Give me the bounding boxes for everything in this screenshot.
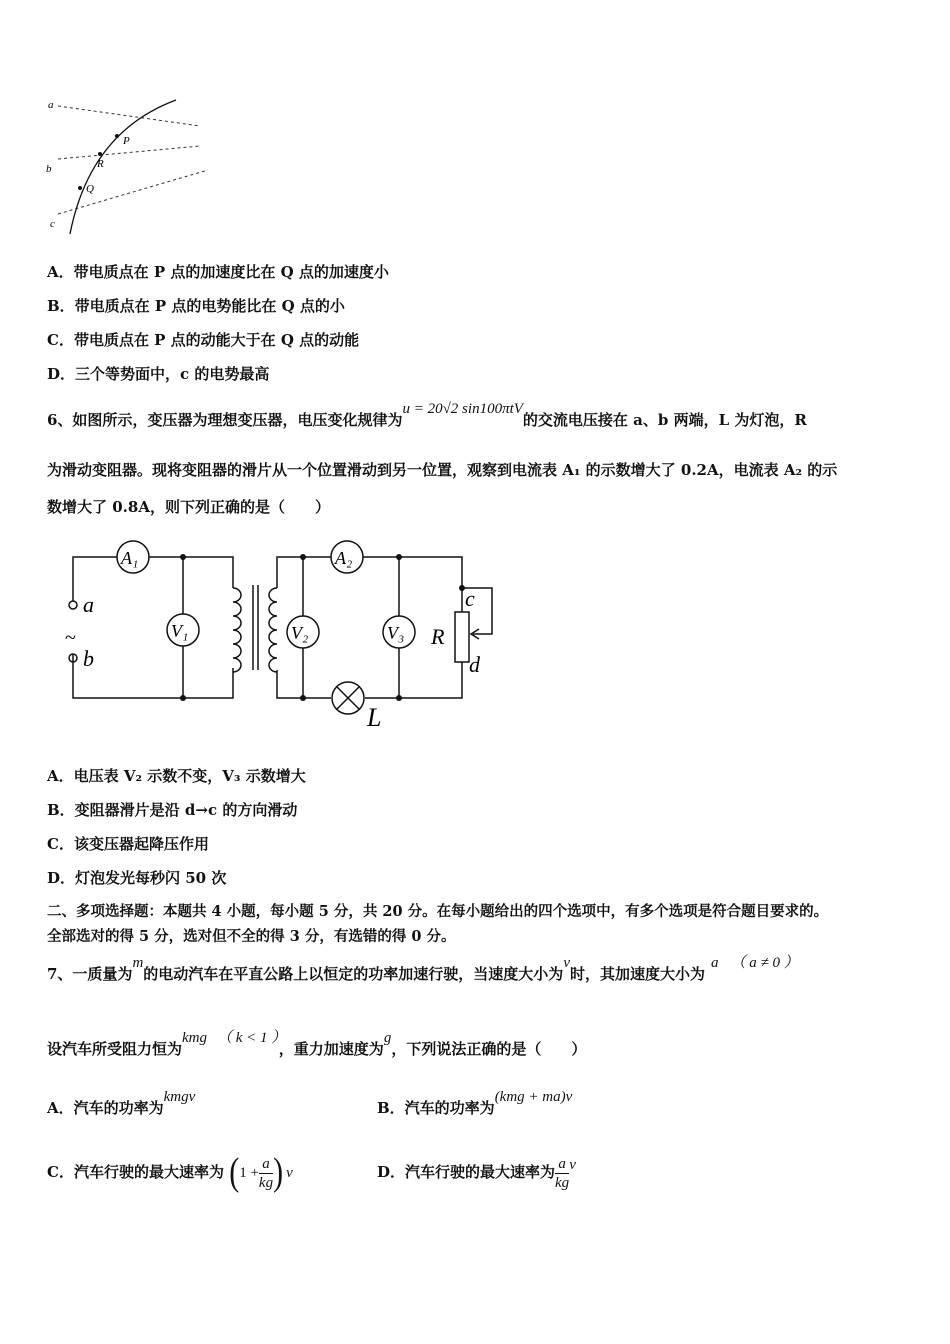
equipotential-line-a — [58, 106, 200, 126]
circuit-diagram — [55, 540, 505, 740]
q7-option-c-one: 1 + — [239, 1165, 259, 1181]
q7-stem-line1 — [47, 955, 799, 985]
point-Q — [78, 186, 82, 190]
terminal-a — [69, 601, 77, 609]
junction-3 — [300, 554, 306, 560]
q5-option-b: B．带电质点在 P 点的电势能比在 Q 点的小 — [47, 297, 345, 315]
secondary-bottom-wire-2 — [365, 662, 462, 698]
q7-a: a — [711, 955, 719, 971]
q5-option-a: A．带电质点在 P 点的加速度比在 Q 点的加速度小 — [47, 263, 389, 281]
q6-option-a: A．电压表 V₂ 示数不变，V₃ 示数增大 — [47, 767, 306, 785]
q6-stem-post: 的交流电压接在 a、b 两端，L 为灯泡，R — [522, 411, 807, 429]
junction-5 — [396, 554, 402, 560]
label-c: c — [50, 218, 55, 230]
junction-2 — [180, 695, 186, 701]
q7-option-a-text: A．汽车的功率为 — [47, 1099, 164, 1117]
q7-stem-line2 — [47, 1030, 587, 1060]
label-V3: V₃ — [387, 623, 405, 643]
q7-m: m — [132, 955, 144, 971]
q5-option-c: C．带电质点在 P 点的动能大于在 Q 点的动能 — [47, 331, 360, 349]
label-Q: Q — [86, 183, 94, 195]
q7-g: g — [383, 1030, 392, 1046]
q7-t3: 时，其加速度大小为 — [569, 965, 705, 983]
secondary-top-wire-2 — [363, 557, 462, 612]
label-P: P — [123, 135, 130, 147]
q7-option-d-v: v — [569, 1157, 576, 1173]
q7-option-d-text: D．汽车行驶的最大速率为 — [377, 1163, 556, 1181]
q7-option-b-math: (kmg + ma)v — [494, 1089, 573, 1105]
q6-option-d: D．灯泡发光每秒闪 50 次 — [47, 869, 227, 887]
q6-stem-line2: 为滑动变阻器。现将变阻器的滑片从一个位置滑动到另一位置，观察到电流表 A₁ 的示数增大了 0.2A，电流表 A₂ 的示 — [47, 461, 838, 479]
q7-option-c-num: a — [259, 1155, 273, 1174]
q7-option-c-rparen: ) — [273, 1150, 284, 1194]
primary-top-wire-2 — [149, 557, 233, 588]
q7-option-c-lparen: ( — [229, 1150, 240, 1194]
q7-option-c — [47, 1147, 293, 1197]
resistor-body — [455, 612, 469, 662]
q7-option-d-num: a — [555, 1155, 569, 1174]
q6-option-c: C．该变压器起降压作用 — [47, 835, 209, 853]
junction-1 — [180, 554, 186, 560]
label-tilde: ~ — [65, 627, 76, 649]
equipotential-line-b — [58, 146, 200, 159]
section2-line2: 全部选对的得 5 分，选对但不全的得 3 分，有选错的得 0 分。 — [47, 928, 456, 945]
q7-line2-mid: ，重力加速度为 — [278, 1040, 384, 1058]
label-A2: A₂ — [335, 548, 353, 568]
q7-option-c-text: C．汽车行驶的最大速率为 — [47, 1163, 224, 1181]
label-A1: A₁ — [121, 548, 139, 568]
q7-option-d — [377, 1147, 576, 1197]
q7-t1: 7、一质量为 — [47, 965, 133, 983]
q7-v: v — [563, 955, 570, 971]
q7-line2-pre: 设汽车所受阻力恒为 — [47, 1040, 183, 1058]
label-V2: V₂ — [291, 623, 309, 643]
primary-top-wire — [73, 557, 117, 598]
q6-stem-pre: 6、如图所示，变压器为理想变压器，电压变化规律为 — [47, 411, 403, 429]
label-a: a — [48, 99, 54, 111]
label-L: L — [367, 703, 382, 732]
secondary-top-wire — [277, 557, 331, 588]
label-d: d — [469, 652, 480, 677]
junction-4 — [300, 695, 306, 701]
q7-option-d-den: kg — [555, 1174, 570, 1191]
section2-line1: 二、多项选择题：本题共 4 小题，每小题 5 分，共 20 分。在每小题给出的四个选项中，有多个选项是符合题目要求的。 — [47, 903, 829, 920]
q7-option-b — [377, 1089, 573, 1119]
label-c: c — [465, 586, 475, 611]
junction-6 — [396, 695, 402, 701]
q7-cond-a: （ a ≠ 0 ） — [730, 955, 799, 971]
primary-coil — [233, 588, 241, 672]
label-V1: V₁ — [171, 621, 189, 641]
q7-option-d-frac — [555, 1155, 569, 1192]
q7-option-c-frac — [259, 1155, 273, 1192]
q5-option-d: D．三个等势面中，c 的电势最高 — [47, 365, 270, 383]
point-P — [115, 134, 119, 138]
q7-option-c-den: kg — [258, 1174, 274, 1191]
secondary-coil — [269, 588, 277, 672]
equipotential-line-c — [58, 170, 208, 214]
q6-stem-line1 — [47, 401, 807, 431]
point-R — [98, 152, 102, 156]
q7-option-b-text: B．汽车的功率为 — [377, 1099, 495, 1117]
label-terminal-a: a — [83, 592, 94, 617]
q7-kmg: kmg — [182, 1030, 208, 1046]
q7-t2: 的电动汽车在平直公路上以恒定的功率加速行驶，当速度大小为 — [143, 965, 564, 983]
equipotential-figure — [40, 92, 220, 234]
secondary-bottom-wire — [277, 670, 331, 698]
q7-option-a-math: kmgv — [163, 1089, 196, 1105]
q7-cond-k: （ k < 1 ） — [217, 1030, 279, 1046]
q6-option-b: B．变阻器滑片是沿 d→c 的方向滑动 — [47, 801, 298, 819]
label-R: R — [431, 624, 445, 649]
q7-line2-post: ，下列说法正确的是（ ） — [391, 1040, 587, 1058]
primary-bottom-wire — [73, 666, 233, 698]
label-b: b — [46, 163, 52, 175]
q7-option-a — [47, 1089, 196, 1119]
q6-stem-line3: 数增大了 0.8A，则下列正确的是（ ） — [47, 498, 330, 516]
q6-formula: u = 20√2 sin100πtV — [402, 401, 523, 417]
label-R: R — [97, 158, 104, 170]
label-terminal-b: b — [83, 646, 94, 671]
q7-option-c-v: v — [286, 1165, 293, 1181]
